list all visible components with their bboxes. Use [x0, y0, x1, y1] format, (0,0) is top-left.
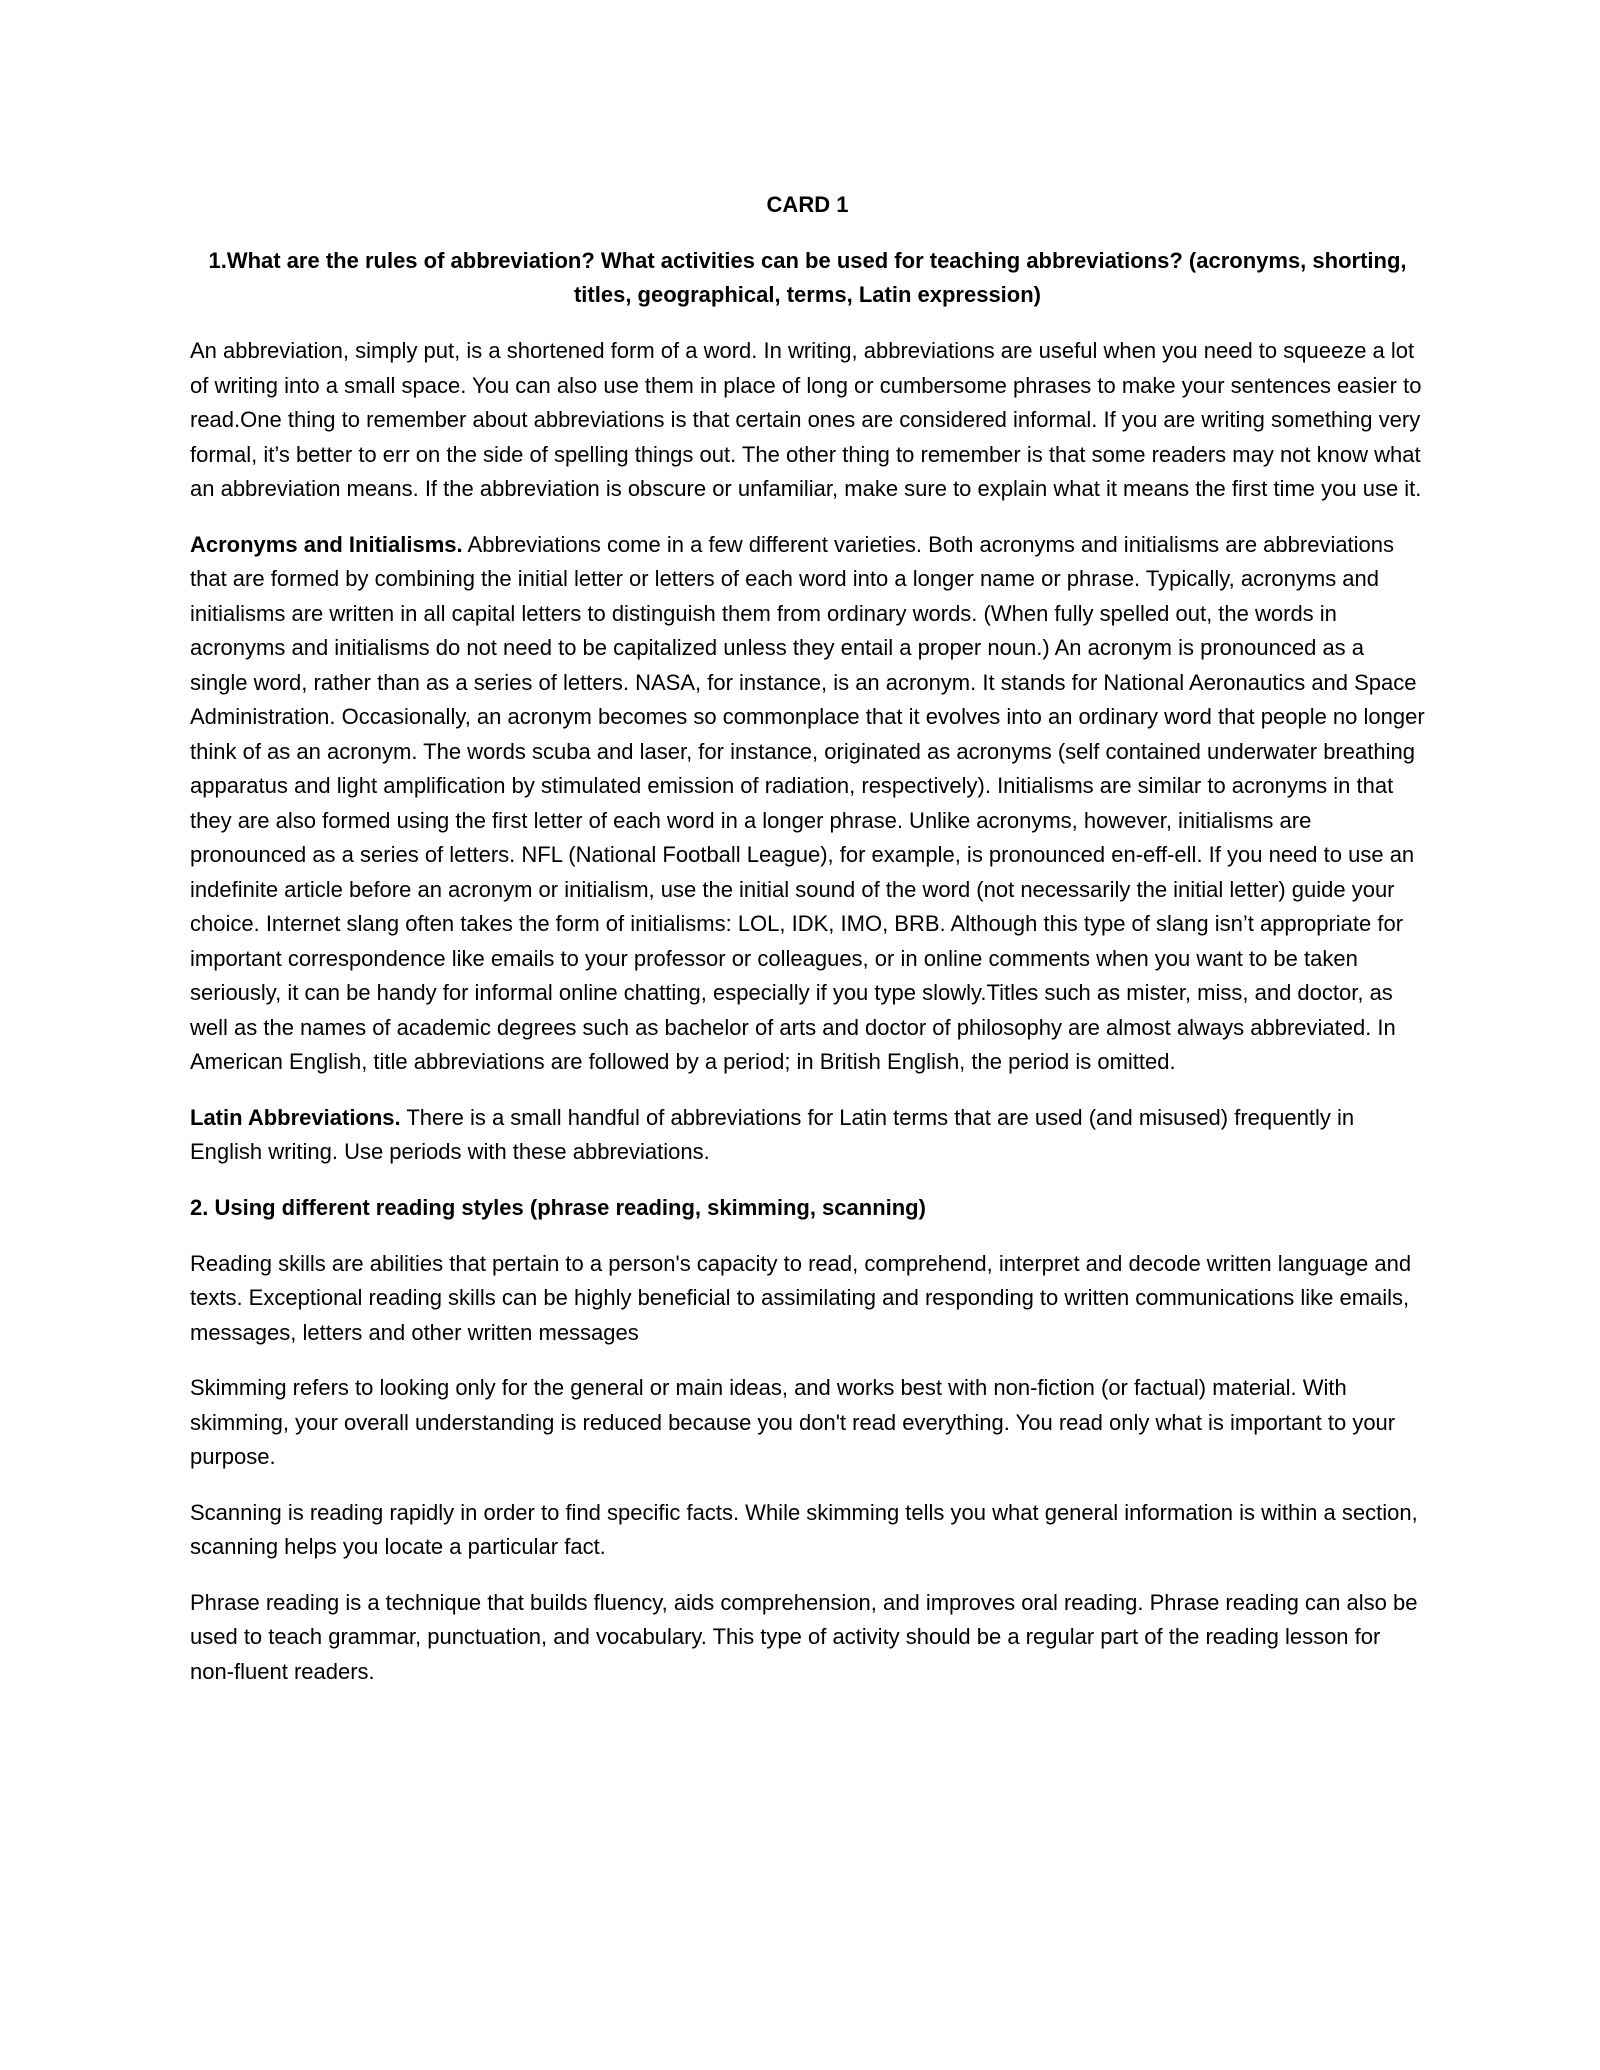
card-title: CARD 1	[766, 192, 849, 217]
acronyms-lead: Acronyms and Initialisms.	[190, 531, 463, 557]
question-2-heading: 2. Using different reading styles (phrase reading, skimming, scanning)	[190, 1194, 926, 1220]
acronyms-text: Abbreviations come in a few different varieties. Both acronyms and initialisms are abbreviations that are formed by combining the initial letter or letters of each word into a longer name or phrase. Typically, acronyms and initialisms are written in all capital letters to distinguish them from ordinary words. (When fully spelled out, the words in acronyms and initialisms do not need to be capitalized unless they entail a proper noun.) An acronym is pronounced as a single word, rather than as a series of letters. NASA, for instance, is an acronym. It stands for National Aeronautics and Space Administration. Occasionally, an acronym becomes so commonplace that it evolves into an ordinary word that people no longer think of as an acronym. The words scuba and laser, for instance, originated as acronyms (self contained underwater breathing apparatus and light amplification by stimulated emission of radiation, respectively). Initialisms are similar to acronyms in that they are also formed using the first letter of each word in a longer phrase. Unlike acronyms, however, initialisms are pronounced as a series of letters. NFL (National Football League), for example, is pronounced en-eff-ell. If you need to use an indefinite article before an acronym or initialism, use the initial sound of the word (not necessarily the initial letter) guide your choice. Internet slang often takes the form of initialisms: LOL, IDK, IMO, BRB. Although this type of slang isn’t appropriate for important correspondence like emails to your professor or colleagues, or in online comments when you want to be taken seriously, it can be handy for informal online chatting, especially if you type slowly.Titles such as mister, miss, and doctor, as well as the names of academic degrees such as bachelor of arts and doctor of philosophy are almost always abbreviated. In American English, title abbreviations are followed by a period; in British English, the period is omitted.	[190, 531, 1425, 1074]
paragraph-phrase-reading: Phrase reading is a technique that builds fluency, aids comprehension, and improves oral reading. Phrase reading can also be used to teach grammar, punctuation, and vocabulary. This type of activity should be a regular part of the reading lesson for non-fluent readers.	[190, 1589, 1418, 1684]
paragraph-skimming: Skimming refers to looking only for the general or main ideas, and works best with non-fiction (or factual) material. With skimming, your overall understanding is reduced because you don't read everything. You read only what is important to your purpose.	[190, 1375, 1396, 1469]
paragraph-acronyms-initialisms	[190, 528, 1425, 1080]
paragraph-scanning: Scanning is reading rapidly in order to find specific facts. While skimming tells you what general information is within a section, scanning helps you locate a particular fact.	[190, 1499, 1418, 1559]
question-1-heading: 1.What are the rules of abbreviation? What activities can be used for teaching abbreviations? (acronyms, shorting, titles, geographical, terms, Latin expression)	[208, 248, 1407, 307]
latin-lead: Latin Abbreviations.	[190, 1104, 401, 1130]
latin-text: There is a small handful of abbreviations for Latin terms that are used (and misused) frequently in English writing. Use periods with these abbreviations.	[190, 1104, 1355, 1164]
paragraph-reading-skills: Reading skills are abilities that pertain to a person's capacity to read, comprehend, interpret and decode written language and texts. Exceptional reading skills can be highly beneficial to assimilating and responding to written communications like emails, messages, letters and other written messages	[190, 1250, 1412, 1345]
paragraph-latin-abbreviations	[190, 1101, 1425, 1170]
document-body	[190, 188, 1425, 1710]
paragraph-abbreviation-intro: An abbreviation, simply put, is a shortened form of a word. In writing, abbreviations are useful when you need to squeeze a lot of writing into a small space. You can also use them in place of long or cumbersome phrases to make your sentences easier to read.One thing to remember about abbreviations is that certain ones are considered informal. If you are writing something very formal, it’s better to err on the side of spelling things out. The other thing to remember is that some readers may not know what an abbreviation means. If the abbreviation is obscure or unfamiliar, make sure to explain what it means the first time you use it.	[190, 338, 1422, 501]
